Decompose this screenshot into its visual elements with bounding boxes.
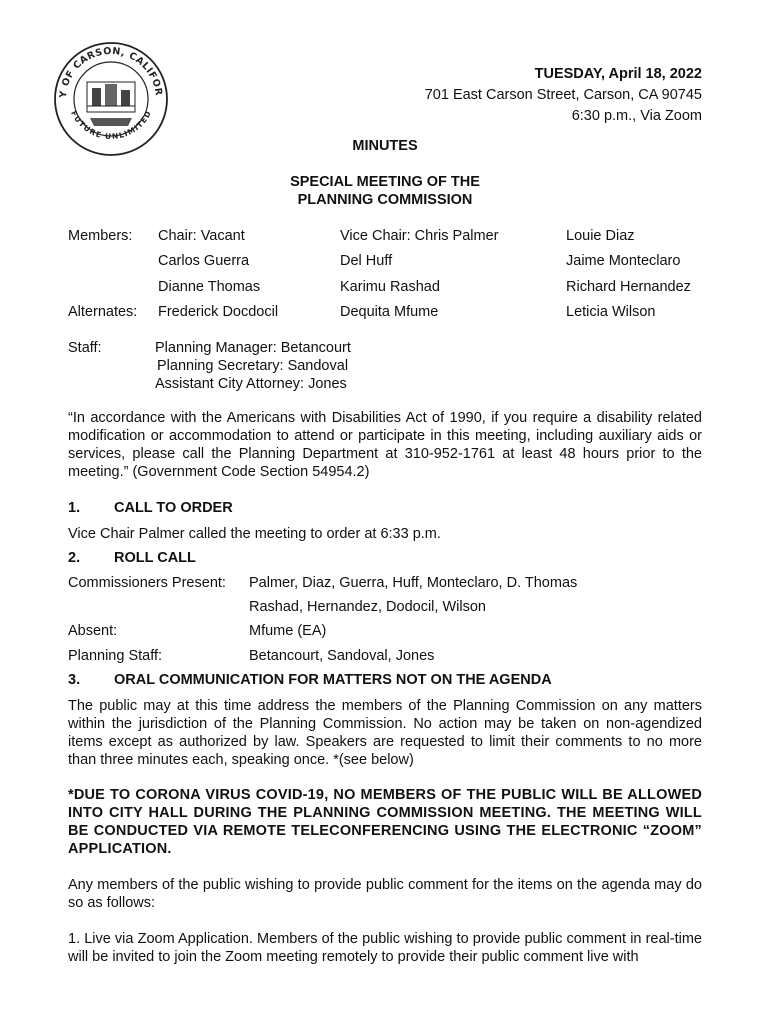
section-number: 2. — [68, 550, 81, 566]
meeting-header — [425, 64, 702, 127]
staff-line: Planning Manager: Betancourt — [155, 340, 351, 356]
meeting-time: 6:30 p.m., Via Zoom — [571, 108, 702, 124]
section-number: 3. — [68, 672, 81, 688]
oral-communication-text: The public may at this time address the members of the Planning Commission on any matters within the jurisdiction of the Planning Commission. No action may be taken on non-agendized items except as authorized by law. Speakers are requested to limit their comments to no more than three minutes each, speaking once. *(see below) — [68, 698, 702, 768]
roster-row — [68, 278, 708, 298]
section-title: CALL TO ORDER — [114, 500, 233, 516]
absent-value: Mfume (EA) — [249, 623, 327, 639]
meeting-date: TUESDAY, April 18, 2022 — [534, 66, 702, 82]
section-roll-call — [68, 549, 196, 567]
meeting-address: 701 East Carson Street, Carson, CA 90745 — [424, 87, 702, 103]
call-to-order-text: Vice Chair Palmer called the meeting to order at 6:33 p.m. — [68, 526, 441, 542]
roster-row — [68, 303, 708, 323]
staff-list — [155, 339, 351, 393]
roster-row — [68, 227, 708, 247]
roster-cell: Jaime Monteclaro — [566, 253, 681, 269]
section-oral-communication — [68, 671, 552, 689]
ada-notice: “In accordance with the Americans with Disabilities Act of 1990, if you require a disability related modification or accommodation to attend or participate in this meeting, including auxiliary aids or services, please call the Planning Department at 310-952-1761 at least 48 hours prior to the meeting.” (Government Code Section 54954.2) — [68, 410, 702, 480]
svg-text:CITY OF CARSON, CALIFORNIA: Y OF CARSON, CALIFOR — [57, 45, 165, 99]
staff-line: Planning Secretary: Sandoval — [157, 358, 349, 374]
roster-row — [68, 252, 708, 272]
section-title: ROLL CALL — [114, 550, 196, 566]
roster-cell: Louie Diaz — [566, 228, 635, 244]
section-title: ORAL COMMUNICATION FOR MATTERS NOT ON THE AGENDA — [114, 672, 552, 688]
roster-cell: Richard Hernandez — [566, 279, 691, 295]
roster-cell: Del Huff — [340, 253, 393, 269]
covid-notice: *DUE TO CORONA VIRUS COVID-19, NO MEMBERS OF THE PUBLIC WILL BE ALLOWED INTO CITY HALL DURING THE PLANNING COMMISSION MEETING. THE MEETING WILL BE CONDUCTED VIA REMOTE TELECONFERENCING USING THE ELECTRONIC “ZOOM” APPLICATION. — [68, 787, 702, 857]
planning-staff-label: Planning Staff: — [68, 648, 163, 664]
section-number: 1. — [68, 500, 81, 516]
roster-cell: Vice Chair: Chris Palmer — [340, 228, 499, 244]
present-list-line1: Palmer, Diaz, Guerra, Huff, Monteclaro, D. Thomas — [249, 575, 578, 591]
present-list-line2: Rashad, Hernandez, Dodocil, Wilson — [249, 599, 486, 615]
document-subtitle-line2: PLANNING COMMISSION — [297, 192, 473, 208]
alternates-label: Alternates: — [68, 304, 138, 320]
present-label: Commissioners Present: — [68, 575, 226, 591]
absent-label: Absent: — [68, 623, 118, 639]
staff-line: Assistant City Attorney: Jones — [155, 376, 347, 392]
roster-cell: Dequita Mfume — [340, 304, 439, 320]
svg-text:FUTURE UNLIMITED: FUTURE UNLIMITED — [69, 109, 153, 142]
roster-cell: Dianne Thomas — [158, 279, 261, 295]
zoom-option-text: 1. Live via Zoom Application. Members of the public wishing to provide public comment in real-time will be invited to join the Zoom meeting remotely to provide their public comment live with — [68, 931, 702, 965]
roster-cell: Chair: Vacant — [158, 228, 245, 244]
public-comment-intro: Any members of the public wishing to provide public comment for the items on the agenda may do so as follows: — [68, 877, 702, 911]
roster-cell: Carlos Guerra — [158, 253, 250, 269]
roster-cell: Leticia Wilson — [566, 304, 656, 320]
document-subtitle-line1: SPECIAL MEETING OF THE — [290, 174, 480, 190]
members-label: Members: — [68, 228, 133, 244]
document-title: MINUTES — [352, 138, 418, 154]
section-call-to-order — [68, 499, 233, 517]
planning-staff-value: Betancourt, Sandoval, Jones — [249, 648, 435, 664]
staff-label: Staff: — [68, 340, 102, 356]
roster-cell: Frederick Docdocil — [158, 304, 279, 320]
roster-cell: Karimu Rashad — [340, 279, 440, 295]
